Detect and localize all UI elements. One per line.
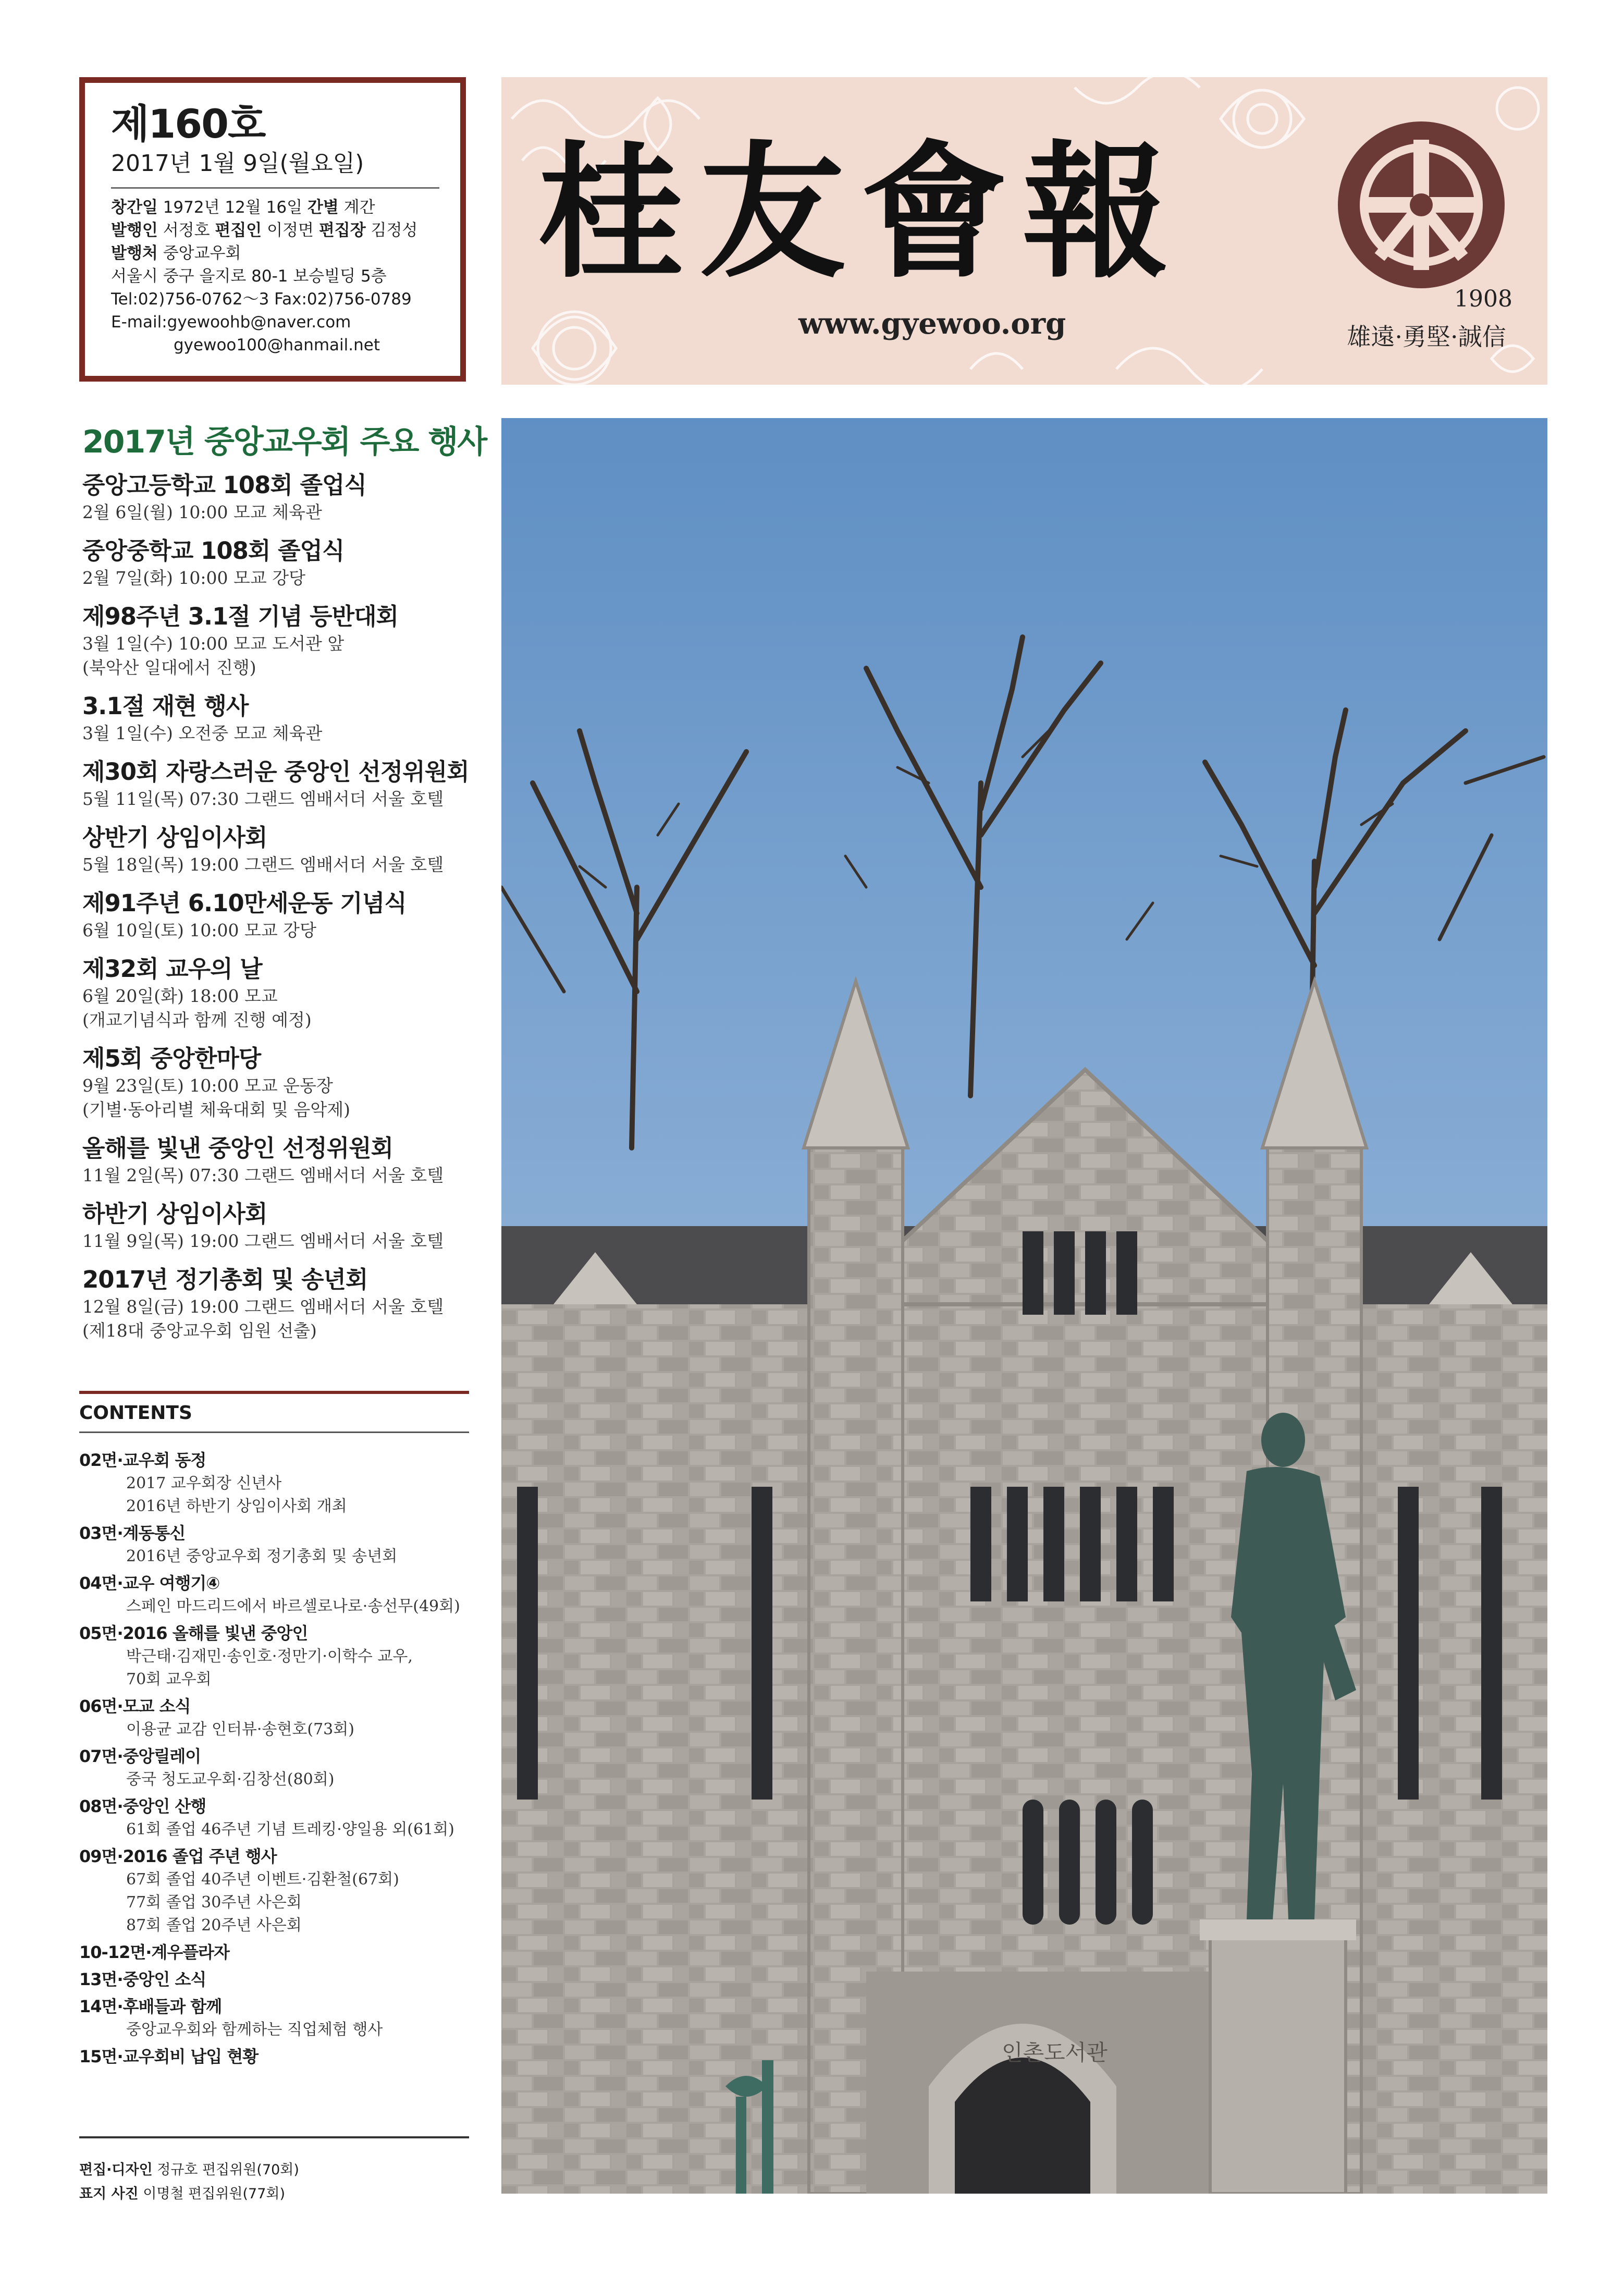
contents-item [79,1794,469,1841]
contents-subitem: 중앙교우회와 함께하는 직업체험 행사 [126,2021,383,2039]
event-detail: 3월 1일(수) 오전중 모교 체육관 [82,723,323,743]
event-name: 중앙고등학교 108회 졸업식 [82,471,366,499]
event-detail: 6월 10일(토) 10:00 모교 강당 [82,920,316,940]
contents-subitem: 61회 졸업 46주년 기념 트레킹·양일용 외(61회) [126,1820,454,1839]
masthead-motto: 雄遠·勇堅·誠信 [1347,323,1506,351]
event-detail: 6월 20일(화) 18:00 모교 [82,986,278,1006]
event-name: 3.1절 재현 행사 [82,692,249,720]
credits-rule [79,2136,469,2138]
event-item [82,691,468,745]
issue-office-row [111,242,439,265]
credits-design-row [79,2158,299,2182]
library-building-image [501,418,1547,2194]
event-name: 제5회 중앙한마당 [82,1045,261,1072]
event-detail: 2월 6일(월) 10:00 모교 체육관 [82,502,322,522]
contents-item [79,1994,469,2041]
contents-subitem: 박근태·김재민·송인호·정만기·이학수 교우, [126,1647,413,1666]
library-sign: 인촌도서관 [1002,2040,1108,2065]
event-detail: (제18대 중앙교우회 임원 선출) [82,1320,317,1341]
events-title: 2017년 중앙교우회 주요 행사 [82,424,487,460]
contents-item [79,1571,469,1618]
contents-heading: 15면·교우회비 납입 현황 [79,2047,259,2066]
event-detail: (기별·동아리별 체육대회 및 음악제) [82,1099,350,1120]
contents-item [79,1940,469,1964]
event-item [82,602,468,680]
masthead [501,77,1547,385]
event-detail: 9월 23일(토) 10:00 모교 운동장 [82,1075,333,1096]
credits [79,2158,299,2206]
event-detail: 12월 8일(금) 19:00 그랜드 엠배서더 서울 호텔 [82,1296,444,1317]
event-name: 제30회 자랑스러운 중앙인 선정위원회 [82,758,469,786]
credits-photo-label: 표지 사진 [79,2186,139,2202]
contents-subitem: 67회 졸업 40주년 이벤트·김환철(67회) [126,1870,399,1889]
contents-heading: 05면·2016 올해를 빛낸 중앙인 [79,1623,308,1643]
issue-info-box [79,77,466,382]
contents-heading: 13면·중앙인 소식 [79,1969,206,1989]
contents-heading: 07면·중앙릴레이 [79,1746,201,1766]
issue-email-2: gyewoo100@hanmail.net [174,336,380,354]
event-item [82,536,468,590]
editor-label: 편집인 [215,221,262,240]
office-label: 발행처 [111,244,158,263]
event-detail: 11월 9일(목) 19:00 그랜드 엠배서더 서울 호텔 [82,1231,444,1251]
contents-subitem: 2016년 중앙교우회 정기총회 및 송년회 [126,1547,398,1565]
masthead-title: 桂友會報 [538,127,1184,298]
event-name: 중앙중학교 108회 졸업식 [82,537,345,565]
contents-sub-rule [79,1431,469,1433]
event-detail: 5월 11일(목) 07:30 그랜드 엠배서더 서울 호텔 [82,789,444,809]
event-detail: (북악산 일대에서 진행) [82,657,256,678]
contents-subitem: 2016년 하반기 상임이사회 개최 [126,1497,347,1515]
event-name: 제98주년 3.1절 기념 등반대회 [82,603,399,630]
event-name: 상반기 상임이사회 [82,824,267,851]
issue-divider [111,187,439,189]
founded-label: 창간일 [111,198,158,217]
event-item [82,1133,468,1188]
credits-design-label: 편집·디자인 [79,2162,153,2178]
contents-item [79,2045,469,2069]
contents-heading: 08면·중앙인 산행 [79,1796,206,1816]
event-detail: 3월 1일(수) 10:00 모교 도서관 앞 [82,633,345,654]
contents-subitem: 70회 교우회 [126,1670,212,1688]
event-detail: 5월 18일(목) 19:00 그랜드 엠배서더 서울 호텔 [82,854,444,875]
period-label: 간별 [307,198,339,217]
contents-item [79,1448,469,1518]
contents-heading: 02면·교우회 동정 [79,1450,206,1470]
event-name: 제91주년 6.10만세운동 기념식 [82,889,407,917]
chief-value: 김정성 [371,221,418,240]
event-item [82,1265,468,1343]
issue-founded-row [111,196,439,219]
contents-heading: 03면·계동통신 [79,1523,186,1543]
contents-subitem: 중국 청도교우회·김창선(80회) [126,1770,335,1789]
contents-heading: 14면·후배들과 함께 [79,1997,222,2016]
contents-heading: 04면·교우 여행기④ [79,1573,220,1593]
publisher-value: 서정호 [163,221,210,240]
contents-heading: 06면·모교 소식 [79,1696,191,1716]
event-item [82,1199,468,1253]
contents-subitem: 이용균 교감 인터뷰·송현호(73회) [126,1720,354,1739]
chief-label: 편집장 [318,221,366,240]
credits-photo-row [79,2182,299,2206]
contents-item [79,1967,469,1991]
credits-design-value: 정규호 편집위원(70회) [157,2162,299,2178]
event-item [82,1044,468,1122]
publisher-label: 발행인 [111,221,158,240]
masthead-url: www.gyewoo.org [798,307,1066,341]
credits-photo-value: 이명철 편집위원(77회) [143,2186,285,2202]
issue-email-1: E-mail:gyewoohb@naver.com [111,313,351,332]
event-item [82,823,468,877]
event-name: 제32회 교우의 날 [82,955,262,983]
event-name: 하반기 상임이사회 [82,1200,267,1228]
event-detail: (개교기념식과 함께 진행 예정) [82,1010,312,1030]
event-detail: 2월 7일(화) 10:00 모교 강당 [82,568,305,588]
founded-value: 1972년 12월 16일 [163,198,303,217]
cover-photo [501,418,1547,2194]
contents-list [79,1448,469,2072]
contents-label: CONTENTS [79,1402,192,1424]
contents-subitem: 스페인 마드리드에서 바르셀로나로·송선무(49회) [126,1597,460,1616]
contents-heading: 09면·2016 졸업 주년 행사 [79,1846,277,1866]
issue-tel: Tel:02)756-0762～3 Fax:02)756-0789 [111,290,412,309]
contents-subitem: 87회 졸업 20주년 사은회 [126,1916,302,1935]
period-value: 계간 [343,198,375,217]
issue-number: 제160호 [111,101,265,147]
event-name: 2017년 정기총회 및 송년회 [82,1266,368,1293]
contents-item [79,1521,469,1568]
event-item [82,954,468,1032]
office-value: 중앙교우회 [163,244,241,263]
events-list [82,470,468,1354]
contents-subitem: 2017 교우회장 신년사 [126,1474,282,1492]
event-item [82,757,468,811]
editor-value: 이정면 [267,221,314,240]
event-item [82,470,468,524]
event-detail: 11월 2일(목) 07:30 그랜드 엠배서더 서울 호텔 [82,1165,444,1185]
masthead-year: 1908 [1454,286,1512,312]
issue-staff-row [111,219,439,242]
event-name: 올해를 빛낸 중앙인 선정위원회 [82,1134,393,1162]
school-emblem-icon [1335,119,1507,291]
contents-item [79,1844,469,1937]
contents-top-rule [79,1391,469,1394]
issue-date: 2017년 1월 9일(월요일) [111,150,364,177]
event-item [82,888,468,943]
contents-heading: 10-12면·계우플라자 [79,1942,229,1962]
contents-subitem: 77회 졸업 30주년 사은회 [126,1893,302,1912]
contents-item [79,1621,469,1691]
issue-address: 서울시 중구 을지로 80-1 보승빌딩 5층 [111,267,387,286]
contents-item [79,1694,469,1741]
contents-item [79,1744,469,1791]
